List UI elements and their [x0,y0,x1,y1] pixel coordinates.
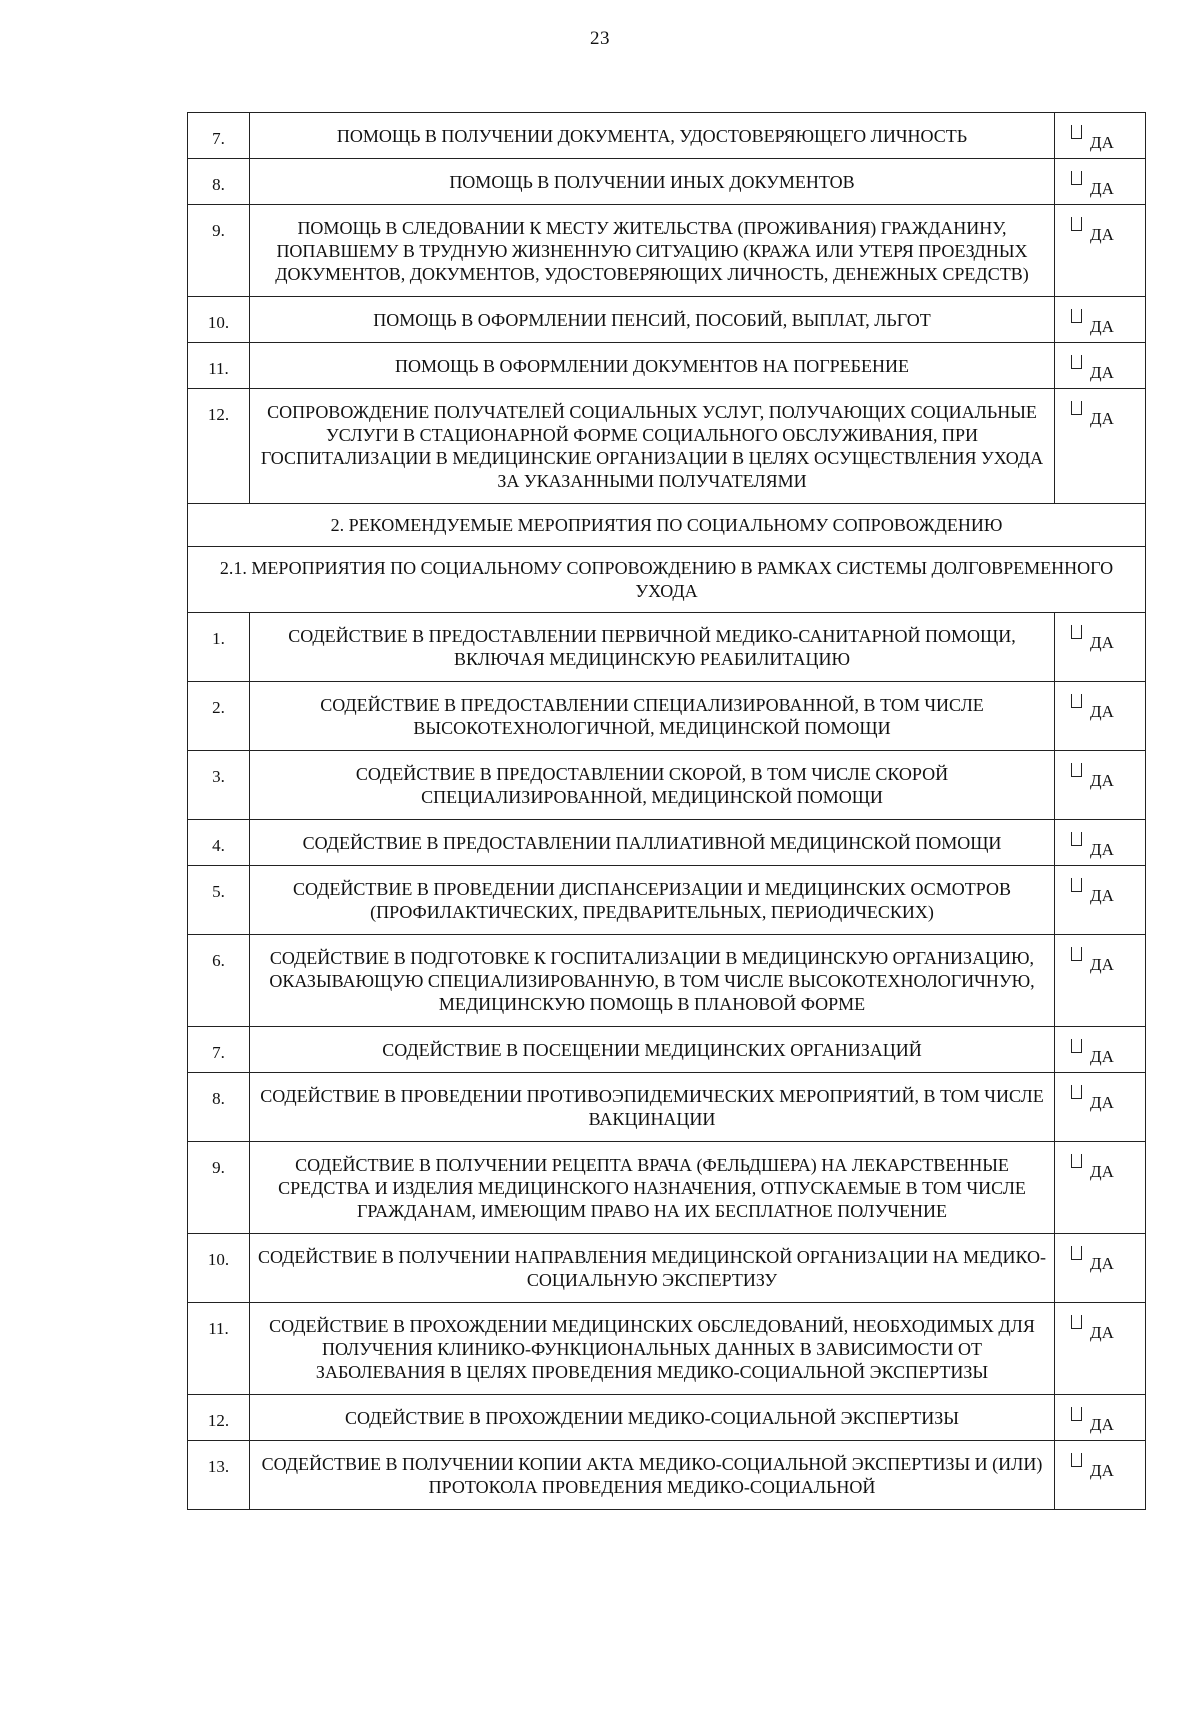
checkbox-label: ДА [1090,771,1114,790]
checkbox-icon[interactable] [1071,878,1082,892]
service-description: СОДЕЙСТВИЕ В ПРОВЕДЕНИИ ДИСПАНСЕРИЗАЦИИ И МЕДИЦИНСКИХ ОСМОТРОВ (ПРОФИЛАКТИЧЕСКИХ, ПРЕДВАРИТЕЛЬНЫХ, ПЕРИОДИЧЕСКИХ) [250,866,1055,935]
page-number: 23 [590,28,610,49]
table-row [188,113,1146,159]
checkbox-label: ДА [1090,1415,1114,1434]
section-heading-row [188,504,1146,547]
row-number: 8. [188,159,250,205]
yes-checkbox-cell[interactable] [1055,1142,1146,1234]
service-description: ПОМОЩЬ В ОФОРМЛЕНИИ ДОКУМЕНТОВ НА ПОГРЕБЕНИЕ [250,343,1055,389]
table-row [188,1234,1146,1303]
row-number: 5. [188,866,250,935]
checkbox-label: ДА [1090,840,1114,859]
row-number: 13. [188,1441,250,1510]
checkbox-label: ДА [1090,1047,1114,1066]
yes-checkbox-cell[interactable] [1055,159,1146,205]
row-number: 2. [188,682,250,751]
service-description: ПОМОЩЬ В ОФОРМЛЕНИИ ПЕНСИЙ, ПОСОБИЙ, ВЫПЛАТ, ЛЬГОТ [250,297,1055,343]
checkbox-icon[interactable] [1071,309,1082,323]
section-heading: 2. РЕКОМЕНДУЕМЫЕ МЕРОПРИЯТИЯ ПО СОЦИАЛЬНОМУ СОПРОВОЖДЕНИЮ [188,504,1146,547]
yes-checkbox-cell[interactable] [1055,866,1146,935]
checkbox-icon[interactable] [1071,1154,1082,1168]
checkbox-icon[interactable] [1071,1085,1082,1099]
table-row [188,1303,1146,1395]
table-row [188,159,1146,205]
yes-checkbox-cell[interactable] [1055,935,1146,1027]
row-number: 11. [188,343,250,389]
service-description: СОДЕЙСТВИЕ В ПРОХОЖДЕНИИ МЕДИЦИНСКИХ ОБСЛЕДОВАНИЙ, НЕОБХОДИМЫХ ДЛЯ ПОЛУЧЕНИЯ КЛИНИКО-ФУНКЦИОНАЛЬНЫХ ДАННЫХ В ЗАВИСИМОСТИ ОТ ЗАБОЛЕВАНИЯ В ЦЕЛЯХ ПРОВЕДЕНИЯ МЕДИКО-СОЦИАЛЬНОЙ ЭКСПЕРТИЗЫ [250,1303,1055,1395]
services-table [187,112,1146,1510]
subsection-heading-row [188,547,1146,613]
service-description: СОДЕЙСТВИЕ В ПРОВЕДЕНИИ ПРОТИВОЭПИДЕМИЧЕСКИХ МЕРОПРИЯТИЙ, В ТОМ ЧИСЛЕ ВАКЦИНАЦИИ [250,1073,1055,1142]
checkbox-label: ДА [1090,1254,1114,1273]
yes-checkbox-cell[interactable] [1055,1395,1146,1441]
service-description: СОДЕЙСТВИЕ В ПРЕДОСТАВЛЕНИИ ПЕРВИЧНОЙ МЕДИКО-САНИТАРНОЙ ПОМОЩИ, ВКЛЮЧАЯ МЕДИЦИНСКУЮ РЕАБИЛИТАЦИЮ [250,613,1055,682]
service-description: ПОМОЩЬ В ПОЛУЧЕНИИ ДОКУМЕНТА, УДОСТОВЕРЯЮЩЕГО ЛИЧНОСТЬ [250,113,1055,159]
row-number: 12. [188,389,250,504]
checkbox-icon[interactable] [1071,1315,1082,1329]
checkbox-icon[interactable] [1071,1453,1082,1467]
checkbox-label: ДА [1090,1093,1114,1112]
checkbox-icon[interactable] [1071,1039,1082,1053]
yes-checkbox-cell[interactable] [1055,751,1146,820]
checkbox-label: ДА [1090,317,1114,336]
row-number: 1. [188,613,250,682]
row-number: 7. [188,1027,250,1073]
checkbox-icon[interactable] [1071,1407,1082,1421]
checkbox-icon[interactable] [1071,832,1082,846]
yes-checkbox-cell[interactable] [1055,1303,1146,1395]
service-description: СОДЕЙСТВИЕ В ПОЛУЧЕНИИ НАПРАВЛЕНИЯ МЕДИЦИНСКОЙ ОРГАНИЗАЦИИ НА МЕДИКО-СОЦИАЛЬНУЮ ЭКСПЕРТИЗУ [250,1234,1055,1303]
yes-checkbox-cell[interactable] [1055,297,1146,343]
checkbox-icon[interactable] [1071,171,1082,185]
table-row [188,751,1146,820]
checkbox-icon[interactable] [1071,625,1082,639]
service-description: ПОМОЩЬ В ПОЛУЧЕНИИ ИНЫХ ДОКУМЕНТОВ [250,159,1055,205]
checkbox-label: ДА [1090,179,1114,198]
checkbox-icon[interactable] [1071,1246,1082,1260]
service-description: СОДЕЙСТВИЕ В ПОДГОТОВКЕ К ГОСПИТАЛИЗАЦИИ В МЕДИЦИНСКУЮ ОРГАНИЗАЦИЮ, ОКАЗЫВАЮЩУЮ СПЕЦИАЛИЗИРОВАННУЮ, В ТОМ ЧИСЛЕ ВЫСОКОТЕХНОЛОГИЧНУЮ, МЕДИЦИНСКУЮ ПОМОЩЬ В ПЛАНОВОЙ ФОРМЕ [250,935,1055,1027]
yes-checkbox-cell[interactable] [1055,682,1146,751]
checkbox-label: ДА [1090,133,1114,152]
checkbox-icon[interactable] [1071,355,1082,369]
checkbox-label: ДА [1090,633,1114,652]
table-row [188,1142,1146,1234]
checkbox-icon[interactable] [1071,763,1082,777]
checkbox-label: ДА [1090,702,1114,721]
row-number: 9. [188,205,250,297]
yes-checkbox-cell[interactable] [1055,205,1146,297]
yes-checkbox-cell[interactable] [1055,113,1146,159]
table-body [188,113,1146,1510]
row-number: 7. [188,113,250,159]
table-row [188,1395,1146,1441]
yes-checkbox-cell[interactable] [1055,1234,1146,1303]
table-row [188,297,1146,343]
table-row [188,682,1146,751]
row-number: 3. [188,751,250,820]
yes-checkbox-cell[interactable] [1055,1073,1146,1142]
row-number: 4. [188,820,250,866]
checkbox-icon[interactable] [1071,125,1082,139]
row-number: 9. [188,1142,250,1234]
service-description: СОДЕЙСТВИЕ В ПОЛУЧЕНИИ РЕЦЕПТА ВРАЧА (ФЕЛЬДШЕРА) НА ЛЕКАРСТВЕННЫЕ СРЕДСТВА И ИЗДЕЛИЯ МЕДИЦИНСКОГО НАЗНАЧЕНИЯ, ОТПУСКАЕМЫЕ В ТОМ ЧИСЛЕ ГРАЖДАНАМ, ИМЕЮЩИМ ПРАВО НА ИХ БЕСПЛАТНОЕ ПОЛУЧЕНИЕ [250,1142,1055,1234]
row-number: 10. [188,1234,250,1303]
table-row [188,866,1146,935]
yes-checkbox-cell[interactable] [1055,613,1146,682]
subsection-heading: 2.1. МЕРОПРИЯТИЯ ПО СОЦИАЛЬНОМУ СОПРОВОЖДЕНИЮ В РАМКАХ СИСТЕМЫ ДОЛГОВРЕМЕННОГО УХОДА [188,547,1146,613]
service-description: ПОМОЩЬ В СЛЕДОВАНИИ К МЕСТУ ЖИТЕЛЬСТВА (ПРОЖИВАНИЯ) ГРАЖДАНИНУ, ПОПАВШЕМУ В ТРУДНУЮ ЖИЗНЕННУЮ СИТУАЦИЮ (КРАЖА ИЛИ УТЕРЯ ПРОЕЗДНЫХ ДОКУМЕНТОВ, ДОКУМЕНТОВ, УДОСТОВЕРЯЮЩИХ ЛИЧНОСТЬ, ДЕНЕЖНЫХ СРЕДСТВ) [250,205,1055,297]
table-row [188,205,1146,297]
table-row [188,389,1146,504]
service-description: СОДЕЙСТВИЕ В ПОСЕЩЕНИИ МЕДИЦИНСКИХ ОРГАНИЗАЦИЙ [250,1027,1055,1073]
table-row [188,1073,1146,1142]
table-row [188,1027,1146,1073]
service-description: СОДЕЙСТВИЕ В ПРОХОЖДЕНИИ МЕДИКО-СОЦИАЛЬНОЙ ЭКСПЕРТИЗЫ [250,1395,1055,1441]
yes-checkbox-cell[interactable] [1055,1441,1146,1510]
row-number: 6. [188,935,250,1027]
checkbox-label: ДА [1090,1461,1114,1480]
yes-checkbox-cell[interactable] [1055,343,1146,389]
checkbox-label: ДА [1090,886,1114,905]
yes-checkbox-cell[interactable] [1055,1027,1146,1073]
table-row [188,820,1146,866]
checkbox-label: ДА [1090,409,1114,428]
checkbox-label: ДА [1090,955,1114,974]
yes-checkbox-cell[interactable] [1055,389,1146,504]
service-description: СОДЕЙСТВИЕ В ПРЕДОСТАВЛЕНИИ СКОРОЙ, В ТОМ ЧИСЛЕ СКОРОЙ СПЕЦИАЛИЗИРОВАННОЙ, МЕДИЦИНСКОЙ ПОМОЩИ [250,751,1055,820]
table-row [188,613,1146,682]
row-number: 8. [188,1073,250,1142]
yes-checkbox-cell[interactable] [1055,820,1146,866]
service-description: СОПРОВОЖДЕНИЕ ПОЛУЧАТЕЛЕЙ СОЦИАЛЬНЫХ УСЛУГ, ПОЛУЧАЮЩИХ СОЦИАЛЬНЫЕ УСЛУГИ В СТАЦИОНАРНОЙ ФОРМЕ СОЦИАЛЬНОГО ОБСЛУЖИВАНИЯ, ПРИ ГОСПИТАЛИЗАЦИИ В МЕДИЦИНСКИЕ ОРГАНИЗАЦИИ В ЦЕЛЯХ ОСУЩЕСТВЛЕНИЯ УХОДА ЗА УКАЗАННЫМИ ПОЛУЧАТЕЛЯМИ [250,389,1055,504]
row-number: 11. [188,1303,250,1395]
table-row [188,935,1146,1027]
table-row [188,1441,1146,1510]
checkbox-label: ДА [1090,363,1114,382]
service-description: СОДЕЙСТВИЕ В ПРЕДОСТАВЛЕНИИ ПАЛЛИАТИВНОЙ МЕДИЦИНСКОЙ ПОМОЩИ [250,820,1055,866]
checkbox-icon[interactable] [1071,217,1082,231]
checkbox-label: ДА [1090,1323,1114,1342]
checkbox-icon[interactable] [1071,694,1082,708]
checkbox-icon[interactable] [1071,947,1082,961]
row-number: 12. [188,1395,250,1441]
service-description: СОДЕЙСТВИЕ В ПОЛУЧЕНИИ КОПИИ АКТА МЕДИКО-СОЦИАЛЬНОЙ ЭКСПЕРТИЗЫ И (ИЛИ) ПРОТОКОЛА ПРОВЕДЕНИЯ МЕДИКО-СОЦИАЛЬНОЙ [250,1441,1055,1510]
checkbox-label: ДА [1090,225,1114,244]
row-number: 10. [188,297,250,343]
checkbox-icon[interactable] [1071,401,1082,415]
service-description: СОДЕЙСТВИЕ В ПРЕДОСТАВЛЕНИИ СПЕЦИАЛИЗИРОВАННОЙ, В ТОМ ЧИСЛЕ ВЫСОКОТЕХНОЛОГИЧНОЙ, МЕДИЦИНСКОЙ ПОМОЩИ [250,682,1055,751]
table-row [188,343,1146,389]
checkbox-label: ДА [1090,1162,1114,1181]
